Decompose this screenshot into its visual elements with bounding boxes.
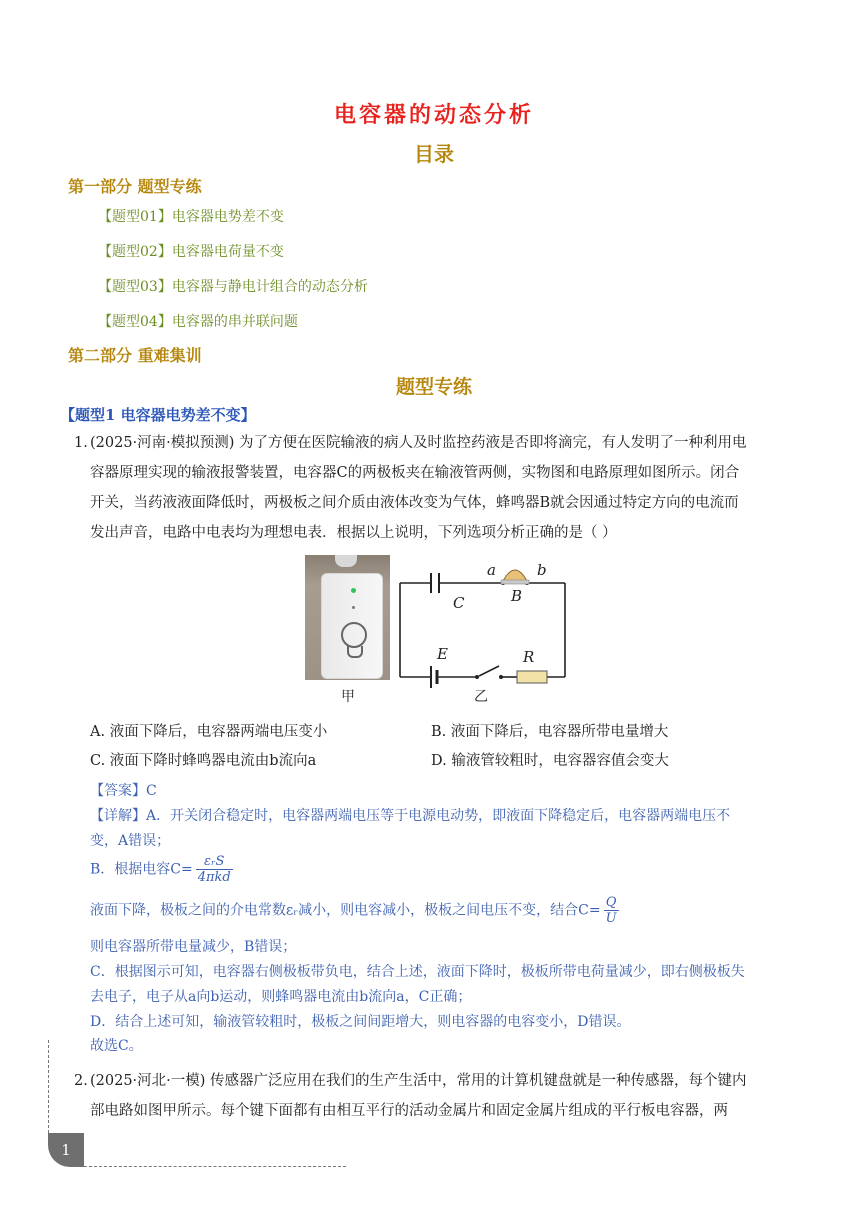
detail-formula-1 (90, 854, 236, 885)
figure-caption-right: 乙 (474, 689, 488, 705)
detail-line: 变，A错误； (90, 833, 171, 849)
figure-caption-left: 甲 (341, 689, 355, 705)
toc-part2[interactable]: 第二部分 重难集训 (68, 346, 202, 365)
label-C: C (453, 594, 465, 612)
fraction (604, 895, 619, 926)
page-border-dashed (48, 1040, 49, 1133)
toc-heading: 目录 (414, 142, 454, 166)
device-photo (305, 555, 390, 680)
question-1 (74, 428, 814, 548)
fraction-numerator: εᵣS (196, 854, 233, 870)
question-number: 2. (74, 1073, 88, 1089)
question-2 (74, 1066, 814, 1126)
detail-line: 故选C。 (90, 1038, 143, 1054)
option-c[interactable]: C. 液面下降时蜂鸣器电流由b流向a (90, 753, 317, 769)
label-a: a (487, 561, 496, 579)
question-line: 发出声音，电路中电表均为理想电表．根据以上说明，下列选项分析正确的是（ ） (90, 525, 617, 541)
question-number: 1. (74, 435, 88, 451)
detail-text: 液面下降，极板之间的介电常数εᵣ减小，则电容减小，极板之间电压不变，结合C= (90, 902, 601, 919)
toc-item-1[interactable]: 【题型01】电容器电势差不变 (98, 209, 284, 225)
answer: 【答案】C (90, 783, 157, 799)
option-b[interactable]: B. 液面下降后，电容器所带电量增大 (431, 724, 669, 740)
detail-line: D．结合上述可知，输液管较粗时，极板之间间距增大，则电容器的电容变小，D错误。 (90, 1014, 631, 1030)
question-line: (2025·河南·模拟预测) 为了方便在医院输液的病人及时监控药液是否即将滴完，有人发明了一种利用电 (90, 435, 747, 451)
question-line: (2025·河北·一模) 传感器广泛应用在我们的生产生活中，常用的计算机键盘就是一种传感器，每个键内 (90, 1073, 747, 1089)
toc-item-3[interactable]: 【题型03】电容器与静电计组合的动态分析 (98, 279, 368, 295)
detail-line: C．根据图示可知，电容器右侧极板带负电，结合上述，液面下降时，极板所带电荷量减少，即右侧极板失 (90, 964, 745, 980)
fraction-denominator: U (605, 911, 617, 926)
detail-line: 则电容器所带电量减少，B错误； (90, 939, 297, 955)
switch-contact (499, 675, 503, 679)
label-E: E (437, 645, 448, 663)
detail-line: 去电子，电子从a向b运动，则蜂鸣器电流由b流向a，C正确； (90, 989, 472, 1005)
question-line: 部电路如图甲所示。每个键下面都有由相互平行的活动金属片和固定金属片组成的平行板电容器，两 (90, 1103, 728, 1119)
toc-part1[interactable]: 第一部分 题型专练 (68, 177, 202, 196)
page-number: 1 (48, 1133, 84, 1167)
buzzer-icon (503, 570, 527, 581)
footer-dashed-line (84, 1166, 346, 1167)
toc-item-2[interactable]: 【题型02】电容器电荷量不变 (98, 244, 284, 260)
circuit-diagram (395, 555, 575, 690)
detail-formula-2 (90, 895, 622, 926)
detail-text: B．根据电容C= (90, 861, 193, 878)
fraction (196, 854, 233, 885)
fraction-denominator: 4πkd (197, 870, 231, 885)
option-d[interactable]: D. 输液管较粗时，电容器容值会变大 (431, 753, 669, 769)
question-line: 开关，当药液液面降低时，两极板之间介质由液体改变为气体，蜂鸣器B就会因通过特定方向的电流而 (90, 495, 739, 511)
toc-item-4[interactable]: 【题型04】电容器的串并联问题 (98, 314, 298, 330)
section-heading: 题型专练 (395, 376, 472, 398)
label-b: b (537, 561, 547, 579)
fraction-numerator: Q (604, 895, 619, 911)
detail-line: 【详解】A．开关闭合稳定时，电容器两端电压等于电源电动势，即液面下降稳定后，电容器两端电压不 (90, 808, 731, 824)
label-R: R (523, 648, 535, 666)
resistor-icon (517, 671, 547, 683)
document-title: 电容器的动态分析 (333, 102, 534, 128)
alarm-device (321, 573, 383, 679)
type1-heading: 【题型1 电容器电势差不变】 (60, 406, 256, 424)
question-line: 容器原理实现的输液报警装置，电容器C的两极板夹在输液管两侧，实物图和电路原理如图所示。闭合 (90, 465, 740, 481)
switch-contact (475, 675, 479, 679)
label-B: B (511, 587, 523, 605)
option-a[interactable]: A. 液面下降后，电容器两端电压变小 (90, 724, 328, 740)
